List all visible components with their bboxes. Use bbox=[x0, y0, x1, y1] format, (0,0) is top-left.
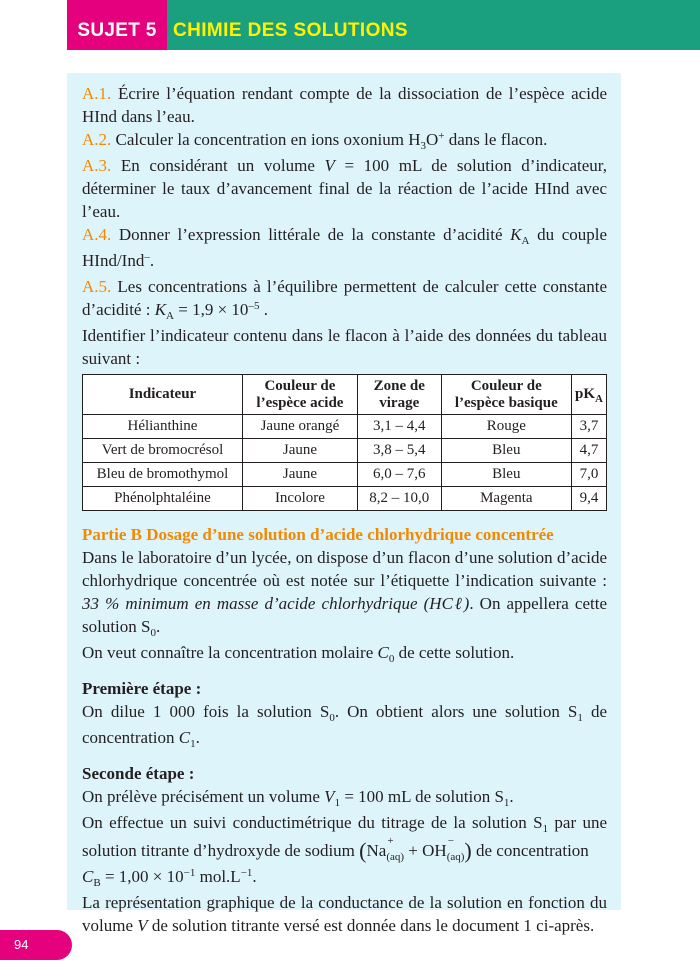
table-cell: Hélianthine bbox=[83, 415, 243, 439]
subscript: B bbox=[93, 877, 101, 889]
body-text: . On appellera cette solution S bbox=[82, 594, 607, 636]
table-cell: 9,4 bbox=[572, 487, 607, 511]
chapter-title: CHIMIE DES SOLUTIONS bbox=[173, 20, 408, 41]
variable: K bbox=[154, 300, 167, 319]
identify-instruction: Identifier l’indicateur contenu dans le flacon à l’aide des données du tableau suivant : bbox=[82, 326, 607, 368]
table-cell: Jaune bbox=[242, 439, 357, 463]
step-1-title: Première étape : bbox=[82, 679, 202, 698]
table-cell: 4,7 bbox=[572, 439, 607, 463]
table-cell: Bleu de bromothymol bbox=[83, 463, 243, 487]
question-text: Écrire l’équation rendant compte de la dissociation de l’espèce acide HInd dans l’eau. bbox=[82, 84, 607, 126]
step-1-text bbox=[82, 700, 607, 752]
titrant-concentration bbox=[82, 865, 607, 891]
body-text: = 100 mL de solution S bbox=[340, 787, 504, 806]
step-2-text-a bbox=[82, 785, 607, 811]
table-cell: 7,0 bbox=[572, 463, 607, 487]
final-paragraph bbox=[82, 891, 607, 937]
value: = 1,9 × 10 bbox=[174, 300, 249, 319]
subscript: 0 bbox=[388, 653, 395, 665]
subscript: (aq) bbox=[446, 851, 465, 863]
body-text: On effectue un suivi conductimétrique du titrage de la solution S bbox=[82, 813, 543, 832]
body-text: par une solution titrante d’hydroxyde de sodium bbox=[82, 813, 607, 860]
question-text: En considérant un volume bbox=[120, 156, 325, 175]
part-b-paragraph-1 bbox=[82, 546, 607, 641]
part-b-title: Partie B Dosage d’une solution d’acide chlorhydrique concentrée bbox=[82, 525, 554, 544]
body-text: . On obtient alors une solution S bbox=[334, 702, 578, 721]
table-cell: 6,0 – 7,6 bbox=[357, 463, 441, 487]
body-text: . bbox=[509, 787, 514, 806]
variable: C bbox=[82, 867, 94, 886]
subscript: 0 bbox=[150, 627, 156, 639]
table-cell: Phénolphtaléine bbox=[83, 487, 243, 511]
question-number: A.5. bbox=[82, 277, 112, 296]
question-number: A.1. bbox=[82, 84, 112, 103]
page-number: 94 bbox=[0, 930, 72, 960]
ion-symbol: Na bbox=[366, 841, 387, 860]
superscript: – bbox=[144, 251, 150, 263]
column-header: Zone de virage bbox=[357, 375, 441, 415]
question-text: Calculer la concentration en ions oxonium H bbox=[115, 130, 421, 149]
question-text: . bbox=[259, 300, 268, 319]
subscript: 1 bbox=[577, 712, 583, 724]
variable: V bbox=[324, 156, 335, 175]
variable: C bbox=[377, 643, 389, 662]
question-a3 bbox=[82, 154, 607, 223]
table-cell: Rouge bbox=[441, 415, 571, 439]
table-cell: 3,1 – 4,4 bbox=[357, 415, 441, 439]
question-text: dans le flacon. bbox=[444, 130, 548, 149]
subscript: 0 bbox=[329, 712, 335, 724]
column-header: pK bbox=[575, 385, 596, 402]
question-a5 bbox=[82, 275, 607, 324]
exponent: −1 bbox=[183, 867, 196, 879]
subscript: A bbox=[166, 310, 174, 322]
unit: mol.L bbox=[195, 867, 241, 886]
open-paren: ( bbox=[359, 838, 367, 863]
exercise-content bbox=[82, 82, 607, 937]
table-cell: Magenta bbox=[441, 487, 571, 511]
exponent: −1 bbox=[240, 867, 253, 879]
step-2-title: Seconde étape : bbox=[82, 764, 195, 783]
superscript: + bbox=[438, 130, 445, 142]
body-text: de solution titrante versé est donnée dans le document 1 ci-après. bbox=[147, 916, 595, 935]
question-number: A.2. bbox=[82, 130, 112, 149]
subscript: 1 bbox=[542, 823, 549, 835]
column-header-pka bbox=[572, 375, 607, 415]
subscript: 1 bbox=[190, 738, 196, 750]
table-cell: Vert de bromocrésol bbox=[83, 439, 243, 463]
ion-charge bbox=[386, 835, 405, 865]
variable: V bbox=[137, 916, 148, 935]
question-number: A.4. bbox=[82, 225, 112, 244]
column-header: Indicateur bbox=[83, 375, 243, 415]
subscript: A bbox=[595, 392, 603, 405]
subscript: A bbox=[521, 235, 530, 247]
question-a4 bbox=[82, 223, 607, 275]
column-header: Couleur de l’espèce acide bbox=[242, 375, 357, 415]
ion-charge bbox=[446, 835, 465, 865]
step-2-text-b bbox=[82, 811, 607, 865]
body-text: . bbox=[195, 728, 200, 747]
table-cell: Bleu bbox=[441, 439, 571, 463]
question-a1 bbox=[82, 82, 607, 128]
table-cell: Incolore bbox=[242, 487, 357, 511]
variable: C bbox=[178, 728, 191, 747]
body-text: + bbox=[404, 841, 423, 860]
question-text: du couple HInd/Ind bbox=[82, 225, 608, 270]
table-row bbox=[83, 439, 607, 463]
superscript: + bbox=[387, 835, 394, 847]
close-paren: ) bbox=[464, 838, 472, 863]
body-text: . bbox=[252, 867, 257, 886]
table-row bbox=[83, 463, 607, 487]
question-text: Donner l’expression littérale de la constante d’acidité bbox=[118, 225, 511, 244]
body-text: . bbox=[156, 617, 161, 636]
body-text: On prélève précisément un volume bbox=[82, 787, 325, 806]
body-text: de concentration bbox=[471, 841, 589, 860]
subject-label: SUJET 5 bbox=[67, 0, 167, 50]
body-text: La représentation graphique de la conductance de la solution en fonction du volume bbox=[82, 893, 607, 935]
table-cell: 3,7 bbox=[572, 415, 607, 439]
subscript: 1 bbox=[503, 797, 510, 809]
question-text: = 100 mL de solution d’indicateur, déterminer le taux d’avancement final de la réaction de l’acide HInd avec l’eau. bbox=[82, 156, 607, 221]
table-cell: Bleu bbox=[441, 463, 571, 487]
table-cell: 3,8 – 5,4 bbox=[357, 439, 441, 463]
body-text: On dilue 1 000 fois la solution S bbox=[82, 702, 330, 721]
table-cell: Jaune bbox=[242, 463, 357, 487]
body-text: On veut connaître la concentration molaire bbox=[82, 643, 378, 662]
subscript: 1 bbox=[334, 797, 341, 809]
table-cell: Jaune orangé bbox=[242, 415, 357, 439]
body-text: de cette solution. bbox=[394, 643, 515, 662]
column-header: Couleur de l’espèce basique bbox=[441, 375, 571, 415]
question-number: A.3. bbox=[82, 156, 112, 175]
question-text: O bbox=[426, 130, 439, 149]
question-text: Les concentrations à l’équilibre permettent de calculer cette constante d’acidité : bbox=[82, 277, 607, 319]
question-text: . bbox=[149, 251, 155, 270]
exponent: –5 bbox=[248, 300, 260, 312]
variable: V bbox=[324, 787, 335, 806]
body-text: Dans le laboratoire d’un lycée, on dispose d’un flacon d’une solution d’acide chlorhydrique concentrée où est notée sur l’étiquette l’indication suivante : bbox=[82, 548, 607, 590]
value: = 1,00 × 10 bbox=[100, 867, 184, 886]
table-row bbox=[83, 487, 607, 511]
body-text: de concentration bbox=[82, 702, 607, 747]
variable: K bbox=[510, 225, 522, 244]
subscript: 3 bbox=[420, 140, 427, 152]
table-cell: 8,2 – 10,0 bbox=[357, 487, 441, 511]
ion-symbol: OH bbox=[422, 841, 447, 860]
question-a2 bbox=[82, 128, 607, 154]
subscript: (aq) bbox=[386, 851, 405, 863]
table-row bbox=[83, 415, 607, 439]
table-header-row bbox=[83, 375, 607, 415]
indicator-table bbox=[82, 374, 607, 511]
superscript: − bbox=[447, 835, 454, 847]
label-text: 33 % minimum en masse d’acide chlorhydrique (HCℓ) bbox=[82, 594, 470, 613]
part-b-paragraph-2 bbox=[82, 641, 607, 667]
